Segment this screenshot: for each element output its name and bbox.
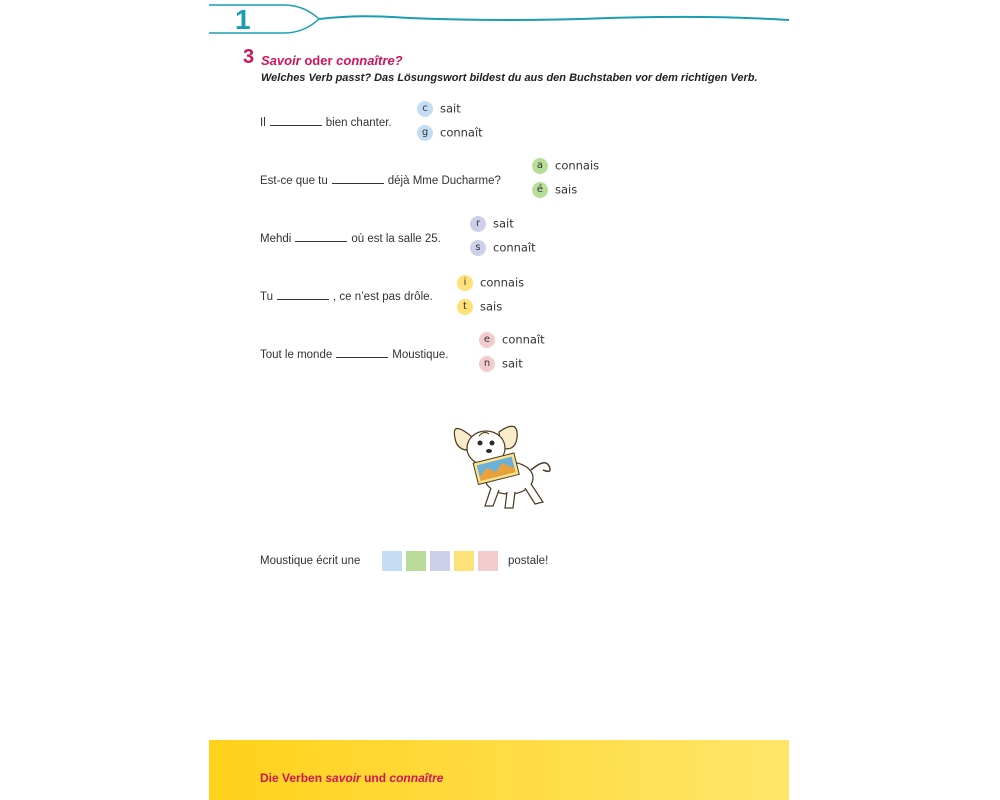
- option-4a[interactable]: i connais: [457, 275, 524, 291]
- chapter-number: 1: [235, 4, 251, 35]
- blank-field[interactable]: [277, 289, 329, 300]
- exercise-instruction: Welches Verb passt? Das Lösungswort bildest du aus den Buchstaben vor dem richtigen Verb.: [261, 72, 758, 84]
- option-5b[interactable]: n sait: [479, 356, 523, 372]
- letter-badge: g: [417, 125, 433, 141]
- option-1a[interactable]: c sait: [417, 101, 461, 117]
- letter-badge: r: [470, 216, 486, 232]
- blank-field[interactable]: [332, 173, 384, 184]
- workbook-page: [209, 0, 789, 800]
- exercise-title: Savoir oder connaître?: [261, 53, 403, 68]
- letter-badge: n: [479, 356, 495, 372]
- blank-field[interactable]: [336, 347, 388, 358]
- dog-mascot-illustration: [449, 418, 559, 514]
- sentence-1: Il bien chanter.: [260, 117, 392, 129]
- letter-badge: a: [532, 158, 548, 174]
- option-3b[interactable]: s connaît: [470, 240, 536, 256]
- sentence-4: Tu , ce n’est pas drôle.: [260, 291, 433, 303]
- footer-topic-title: Die Verben savoir und connaître: [260, 771, 444, 785]
- option-4b[interactable]: t sais: [457, 299, 502, 315]
- letter-badge: t: [457, 299, 473, 315]
- answer-box-3[interactable]: [430, 551, 450, 571]
- option-5a[interactable]: e connaît: [479, 332, 545, 348]
- option-1b[interactable]: g connaît: [417, 125, 483, 141]
- sentence-5: Tout le monde Moustique.: [260, 349, 449, 361]
- letter-badge: i: [457, 275, 473, 291]
- answer-box-2[interactable]: [406, 551, 426, 571]
- footer-band: [209, 740, 789, 800]
- option-2a[interactable]: a connais: [532, 158, 599, 174]
- answer-box-4[interactable]: [454, 551, 474, 571]
- letter-badge: s: [470, 240, 486, 256]
- sentence-3: Mehdi où est la salle 25.: [260, 233, 441, 245]
- letter-badge: e: [479, 332, 495, 348]
- exercise-number: 3: [243, 46, 255, 68]
- option-2b[interactable]: é sais: [532, 182, 577, 198]
- answer-box-1[interactable]: [382, 551, 402, 571]
- blank-field[interactable]: [295, 231, 347, 242]
- answer-sentence-end: postale!: [508, 555, 549, 567]
- letter-badge: é: [532, 182, 548, 198]
- header-wave-decoration: [209, 0, 789, 40]
- answer-sentence-start: Moustique écrit une: [260, 555, 361, 567]
- sentence-2: Est-ce que tu déjà Mme Ducharme?: [260, 175, 501, 187]
- answer-box-5[interactable]: [478, 551, 498, 571]
- option-3a[interactable]: r sait: [470, 216, 514, 232]
- letter-badge: c: [417, 101, 433, 117]
- blank-field[interactable]: [270, 115, 322, 126]
